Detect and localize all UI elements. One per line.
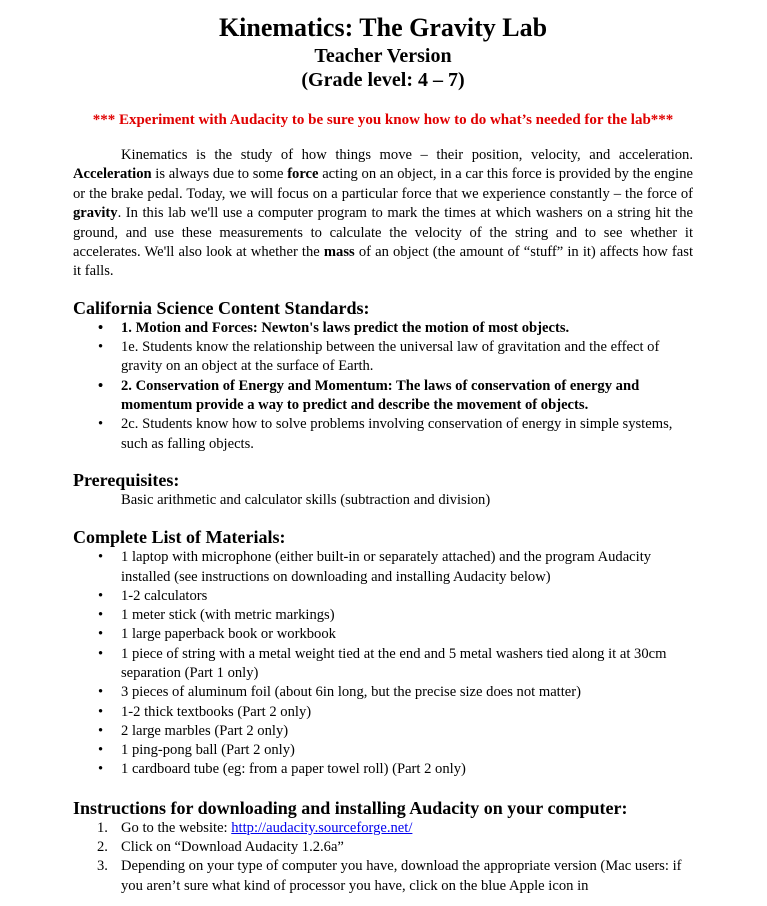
list-item-text: 2. Conservation of Energy and Momentum: The laws of conservation of energy and momentum provide a way to predict and describe the movement of objects. bbox=[121, 377, 640, 414]
intro-text-5: of an object (the amount of “stuff” in it) affects how fast it falls. bbox=[73, 244, 693, 280]
list-item-text: 2 large marbles (Part 2 only) bbox=[121, 722, 289, 739]
prerequisites-section bbox=[73, 469, 693, 510]
install-step-1 bbox=[97, 819, 693, 838]
term-acceleration: Acceleration bbox=[73, 166, 152, 183]
bullet-icon: • bbox=[98, 684, 104, 701]
prerequisites-heading: Prerequisites: bbox=[73, 469, 180, 490]
list-item-text: 2c. Students know how to solve problems involving conservation of energy in simple systems, such as falling objects. bbox=[121, 416, 673, 452]
step-number: 2. bbox=[97, 839, 108, 856]
list-item-text: 1 laptop with microphone (either built-in or separately attached) and the program Audacity installed (see instructions on downloading and installing Audacity below) bbox=[121, 549, 652, 585]
prerequisites-text: Basic arithmetic and calculator skills (subtraction and division) bbox=[121, 491, 491, 508]
bullet-icon: • bbox=[98, 339, 104, 356]
list-item bbox=[98, 625, 693, 644]
standards-list bbox=[73, 319, 693, 454]
list-item bbox=[98, 606, 693, 625]
install-steps bbox=[73, 819, 693, 896]
list-item-text: 1e. Students know the relationship between the universal law of gravitation and the effect of gravity on an object at the surface of Earth. bbox=[121, 339, 660, 375]
intro-text-3: acting on an object, in a car this force is provided by the engine or the brake pedal. Today, we will focus on a particular force that we experience constantly – the force of bbox=[73, 166, 693, 202]
term-gravity: gravity bbox=[73, 205, 118, 222]
bullet-icon: • bbox=[98, 377, 104, 394]
list-item-text: 1. Motion and Forces: Newton's laws predict the motion of most objects. bbox=[121, 319, 570, 336]
install-section bbox=[73, 797, 693, 896]
step-text: Go to the website: bbox=[121, 819, 232, 836]
version-subtitle: Teacher Version bbox=[314, 45, 452, 67]
list-item bbox=[98, 741, 693, 760]
list-item bbox=[98, 645, 693, 684]
install-step-2 bbox=[97, 838, 693, 857]
bullet-icon: • bbox=[98, 416, 104, 433]
bullet-icon: • bbox=[98, 549, 104, 566]
term-force: force bbox=[287, 166, 319, 183]
bullet-icon: • bbox=[98, 319, 104, 336]
list-item bbox=[98, 338, 693, 377]
list-item-text: 1 ping-pong ball (Part 2 only) bbox=[121, 742, 295, 759]
standards-section bbox=[73, 297, 693, 454]
intro-paragraph bbox=[73, 146, 693, 282]
audacity-warning: *** Experiment with Audacity to be sure you know how to do what’s needed for the lab*** bbox=[92, 112, 674, 128]
bullet-icon: • bbox=[98, 626, 104, 643]
list-item bbox=[98, 760, 693, 779]
list-item-text: 1 large paperback book or workbook bbox=[121, 626, 336, 643]
step-text: Click on “Download Audacity 1.2.6a” bbox=[121, 839, 344, 856]
audacity-website-link[interactable]: http://audacity.sourceforge.net/ bbox=[231, 819, 413, 836]
bullet-icon: • bbox=[98, 607, 104, 624]
bullet-icon: • bbox=[98, 587, 104, 604]
list-item-text: 3 pieces of aluminum foil (about 6in long, but the precise size does not matter) bbox=[121, 684, 581, 701]
list-item bbox=[98, 319, 693, 338]
materials-heading: Complete List of Materials: bbox=[73, 527, 286, 548]
list-item bbox=[98, 415, 693, 454]
bullet-icon: • bbox=[98, 722, 104, 739]
standards-heading: California Science Content Standards: bbox=[73, 297, 370, 318]
list-item-text: 1 piece of string with a metal weight tied at the end and 5 metal washers tied along it at 30cm separation (Part 1 only) bbox=[121, 645, 667, 681]
intro-text-2: is always due to some bbox=[151, 166, 288, 183]
list-item-text: 1-2 calculators bbox=[121, 587, 208, 604]
intro-text-1: Kinematics is the study of how things move – their position, velocity, and acceleration. bbox=[121, 147, 693, 163]
list-item bbox=[98, 587, 693, 606]
step-number: 1. bbox=[97, 819, 108, 836]
materials-list bbox=[73, 548, 693, 780]
bullet-icon: • bbox=[98, 742, 104, 759]
bullet-icon: • bbox=[98, 761, 104, 778]
step-number: 3. bbox=[97, 858, 108, 875]
list-item-text: 1 meter stick (with metric markings) bbox=[121, 607, 335, 624]
bullet-icon: • bbox=[98, 645, 104, 662]
term-mass: mass bbox=[323, 244, 355, 261]
list-item bbox=[98, 377, 693, 416]
step-text: Depending on your type of computer you have, download the appropriate version (Mac users: if you aren’t sure what kind of processor you have, click on the blue Apple icon in bbox=[121, 858, 682, 894]
install-step-3 bbox=[97, 857, 693, 896]
install-heading: Instructions for downloading and installing Audacity on your computer: bbox=[73, 797, 628, 818]
list-item-text: 1-2 thick textbooks (Part 2 only) bbox=[121, 703, 312, 720]
list-item bbox=[98, 703, 693, 722]
list-item bbox=[98, 683, 693, 702]
page-title: Kinematics: The Gravity Lab bbox=[218, 13, 548, 42]
grade-level-subtitle: (Grade level: 4 – 7) bbox=[301, 69, 465, 91]
materials-section bbox=[73, 526, 693, 780]
list-item bbox=[98, 722, 693, 741]
intro-text-4: . In this lab we'll use a computer program to mark the times at which washers on a string hit the ground, and use these measurements to calculate the velocity of the string and to see whether it accelerates. We'll also look at whether the bbox=[73, 205, 693, 261]
bullet-icon: • bbox=[98, 703, 104, 720]
list-item-text: 1 cardboard tube (eg: from a paper towel roll) (Part 2 only) bbox=[121, 761, 466, 778]
list-item bbox=[98, 548, 693, 587]
